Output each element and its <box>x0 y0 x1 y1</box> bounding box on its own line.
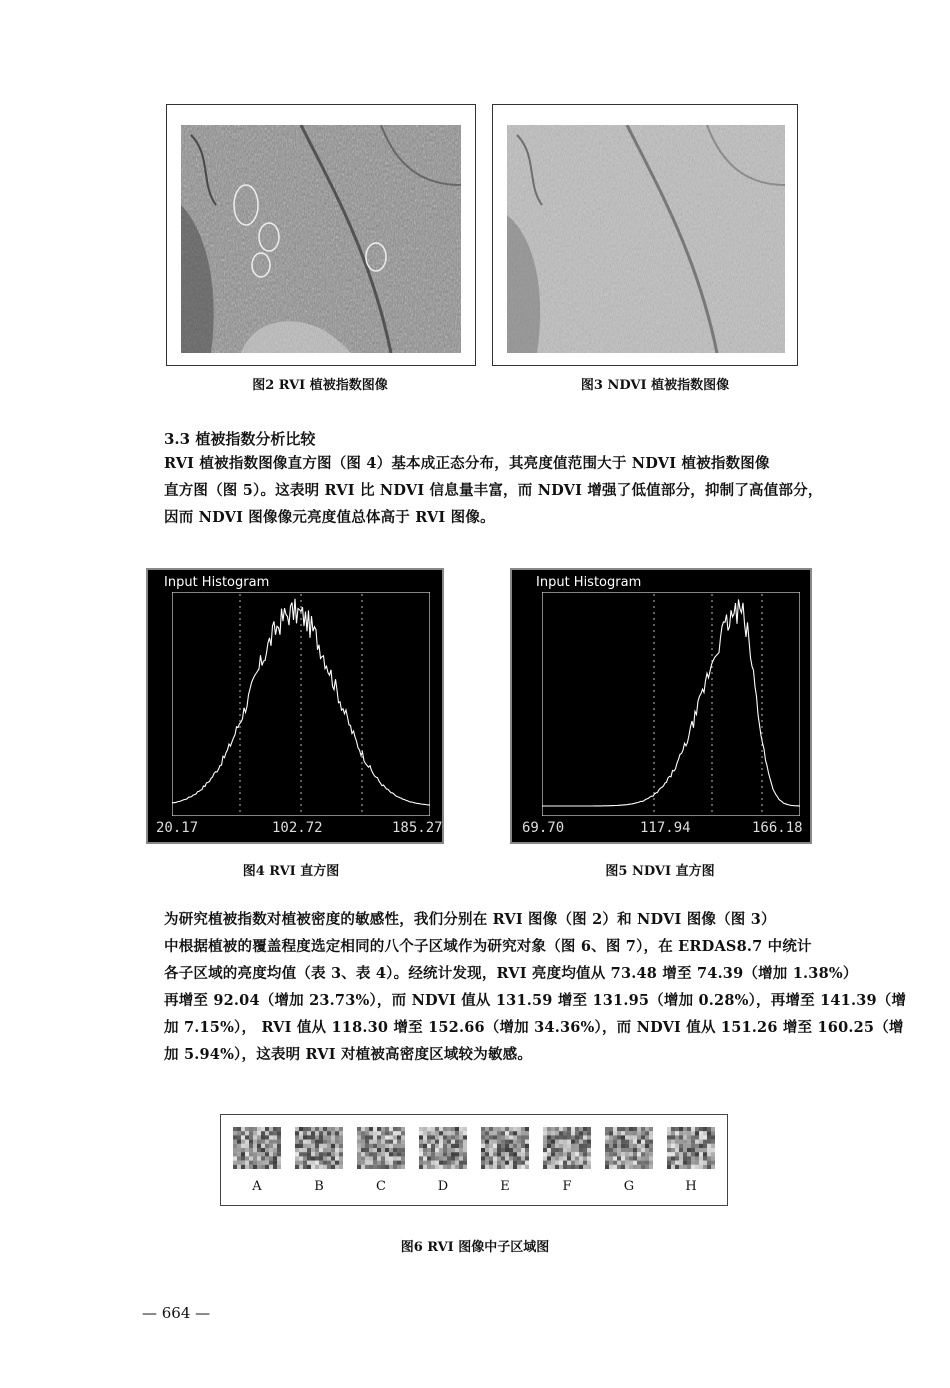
subregion-panel <box>220 1114 728 1206</box>
paragraph-1-line: 因而 NDVI 图像像元亮度值总体高于 RVI 图像。 <box>164 509 495 526</box>
paragraph-2-line: 中根据植被的覆盖程度选定相同的八个子区域作为研究对象（图 6、图 7），在 ERDAS8.7 中统计 <box>164 938 812 955</box>
paragraph-1-line: 直方图（图 5）。这表明 RVI 比 NDVI 信息量丰富，而 NDVI 增强了低值部分，抑制了高值部分， <box>164 482 823 499</box>
page-number: — 664 — <box>142 1304 211 1322</box>
ndvi-tick-min: 69.70 <box>522 820 565 836</box>
rvi-tick-mid: 102.72 <box>272 820 323 836</box>
subregion-label-d: D <box>437 1179 449 1194</box>
rvi-vegetation-image <box>181 125 461 353</box>
fig3-caption: 图3 NDVI 植被指数图像 <box>580 378 730 393</box>
fig2-caption: 图2 RVI 植被指数图像 <box>252 378 388 393</box>
ndvi-histogram <box>510 568 812 844</box>
rvi-tick-max: 185.27 <box>392 820 443 836</box>
paragraph-1-line: RVI 植被指数图像直方图（图 4）基本成正态分布，其亮度值范围大于 NDVI 植被指数图像 <box>164 455 770 472</box>
subregion-label-c: C <box>376 1179 386 1194</box>
subregion-label-h: H <box>685 1179 697 1194</box>
ndvi-histogram-plot <box>542 592 800 816</box>
paragraph-2-line: 加 5.94%），这表明 RVI 对植被高密度区域较为敏感。 <box>164 1046 533 1063</box>
section-heading: 3.3 植被指数分析比较 <box>164 430 316 448</box>
ndvi-vegetation-image <box>507 125 785 353</box>
paragraph-2-line: 各子区域的亮度均值（表 3、表 4）。经统计发现，RVI 亮度均值从 73.48 增至 74.39（增加 1.38%） <box>164 965 858 982</box>
paragraph-1 <box>164 450 844 531</box>
paragraph-2 <box>164 906 907 1068</box>
paragraph-2-line: 加 7.15%）， RVI 值从 118.30 增至 152.66（增加 34.36%），而 NDVI 值从 151.26 增至 160.25（增 <box>164 1019 904 1036</box>
subregion-tile <box>419 1127 467 1169</box>
subregion-tile <box>543 1127 591 1169</box>
subregion-tile <box>357 1127 405 1169</box>
rvi-tick-min: 20.17 <box>156 820 199 836</box>
rvi-histogram-plot <box>172 592 430 816</box>
subregion-tile <box>667 1127 715 1169</box>
fig2-frame <box>166 104 476 366</box>
subregion-tile <box>233 1127 281 1169</box>
subregion-tile <box>295 1127 343 1169</box>
subregion-label-f: F <box>562 1179 572 1194</box>
subregion-label-g: G <box>623 1179 635 1194</box>
ndvi-histogram-title: Input Histogram <box>536 575 642 590</box>
paragraph-2-line: 为研究植被指数对植被密度的敏感性，我们分别在 RVI 图像（图 2）和 NDVI 图像（图 3） <box>164 911 776 928</box>
fig5-caption: 图5 NDVI 直方图 <box>605 864 715 879</box>
subregion-tile <box>605 1127 653 1169</box>
rvi-histogram-title: Input Histogram <box>164 575 270 590</box>
fig4-caption: 图4 RVI 直方图 <box>242 864 340 879</box>
rvi-histogram <box>146 568 444 844</box>
paragraph-2-line: 再增至 92.04（增加 23.73%），而 NDVI 值从 131.59 增至 131.95（增加 0.28%），再增至 141.39（增 <box>164 992 907 1009</box>
subregion-label-e: E <box>500 1179 510 1194</box>
subregion-label-b: B <box>314 1179 324 1194</box>
fig3-frame <box>492 104 798 366</box>
ndvi-tick-max: 166.18 <box>752 820 803 836</box>
fig6-caption: 图6 RVI 图像中子区域图 <box>400 1240 550 1255</box>
ndvi-tick-mid: 117.94 <box>640 820 691 836</box>
subregion-tile <box>481 1127 529 1169</box>
subregion-label-a: A <box>252 1179 262 1194</box>
